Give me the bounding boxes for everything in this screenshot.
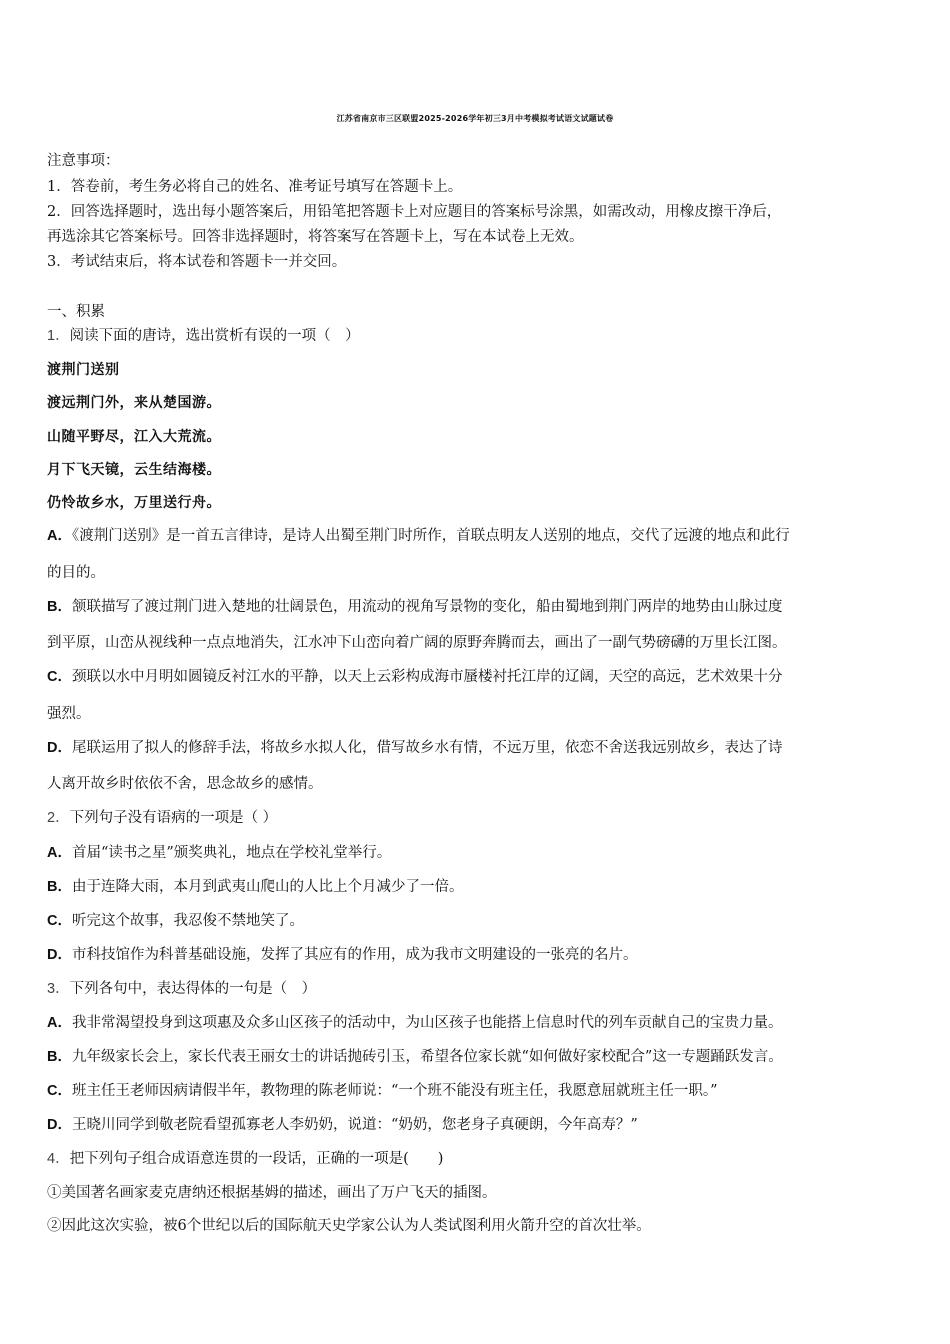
option-text: 听完这个故事，我忍俊不禁地笑了。 (71, 913, 304, 929)
option-letter: A． (47, 845, 72, 861)
option-text: 尾联运用了拟人的修辞手法，将故乡水拟人化，借写故乡水有情，不远万里，依恋不舍送我远别故乡，表达了诗 (71, 740, 783, 756)
page-title: 江苏省南京市三区联盟2025-2026学年初三3月中考模拟考试语文试题试卷 (336, 114, 614, 123)
sentence-item: ①美国著名画家麦克唐纳还根据基姆的描述，画出了万户飞天的插图。 (47, 1185, 497, 1201)
option-d-continued: 人离开故乡时依依不舍，思念故乡的感情。 (47, 776, 323, 792)
question-text: 下列各句中，表达得体的一句是（ ） (69, 981, 317, 997)
option-letter: A． (47, 528, 72, 544)
question-4-stem (47, 1149, 443, 1169)
poem-line: 渡远荆门外，来从楚国游。 (47, 395, 221, 411)
question-2-stem (47, 808, 277, 828)
option-letter: C． (47, 669, 72, 685)
notice-item: 3．考试结束后，将本试卷和答题卡一并交回。 (47, 254, 347, 270)
option-letter: C． (47, 913, 72, 929)
notice-heading: 注意事项： (47, 153, 120, 169)
section-heading: 一、积累 (47, 304, 105, 320)
question-1-stem (47, 326, 360, 346)
poem-line: 仍怜故乡水，万里送行舟。 (47, 495, 221, 511)
option-text: 《渡荆门送别》是一首五言律诗，是诗人出蜀至荆门时所作，首联点明友人送别的地点，交代了远渡的地点和此行 (71, 528, 790, 544)
option-a (47, 526, 790, 546)
option-text: 首届“读书之星”颁奖典礼，地点在学校礼堂举行。 (71, 845, 392, 861)
option-letter: A． (47, 1015, 72, 1031)
option-letter: C． (47, 1083, 72, 1099)
option-text: 九年级家长会上，家长代表王丽女士的讲话抛砖引玉，希望各位家长就“如何做好家校配合”这一专题踊跃发言。 (71, 1049, 783, 1065)
option-text: 颈联以水中月明如圆镜反衬江水的平静，以天上云彩构成海市蜃楼衬托江岸的辽阔，天空的高远，艺术效果十分 (71, 669, 783, 685)
option-b-continued: 到平原，山峦从视线种一点点地消失，江水冲下山峦向着广阔的原野奔腾而去，画出了一副气势磅礴的万里长江图。 (47, 635, 787, 651)
option-d (47, 738, 782, 758)
question-text: 阅读下面的唐诗，选出赏析有误的一项（ ） (69, 328, 360, 344)
question-text: 下列句子没有语病的一项是（ ） (69, 810, 278, 826)
option-a (47, 843, 391, 863)
option-d (47, 945, 637, 965)
option-text: 市科技馆作为科普基础设施，发挥了其应有的作用，成为我市文明建设的一张亮的名片。 (71, 947, 638, 963)
option-text: 班主任王老师因病请假半年，教物理的陈老师说：“一个班不能没有班主任，我愿意屈就班主任一职。” (71, 1083, 718, 1099)
option-letter: B． (47, 1049, 72, 1065)
option-d (47, 1115, 638, 1135)
option-text: 由于连降大雨，本月到武夷山爬山的人比上个月减少了一倍。 (71, 879, 464, 895)
option-letter: D． (47, 947, 72, 963)
option-letter: B． (47, 879, 72, 895)
option-b (47, 597, 782, 617)
option-c-continued: 强烈。 (47, 706, 91, 722)
question-number: 1． (47, 328, 70, 344)
option-c (47, 1081, 718, 1101)
question-3-stem (47, 979, 316, 999)
notice-item: 2．回答选择题时，选出每小题答案后，用铅笔把答题卡上对应题目的答案标号涂黑，如需改动，用橡皮擦干净后， (47, 204, 782, 220)
question-number: 4． (47, 1151, 70, 1167)
option-letter: B． (47, 599, 72, 615)
poem-line: 山随平野尽，江入大荒流。 (47, 429, 221, 445)
option-text: 王晓川同学到敬老院看望孤寡老人李奶奶，说道：“奶奶，您老身子真硬朗，今年高寿？” (71, 1117, 638, 1133)
option-letter: D． (47, 1117, 72, 1133)
option-c (47, 911, 304, 931)
option-text: 我非常渴望投身到这项惠及众多山区孩子的活动中，为山区孩子也能搭上信息时代的列车贡献自己的宝贵力量。 (71, 1015, 783, 1031)
poem-line: 月下飞天镜，云生结海楼。 (47, 462, 221, 478)
option-b (47, 1047, 783, 1067)
option-b (47, 877, 463, 897)
option-text: 颔联描写了渡过荆门进入楚地的壮阔景色，用流动的视角写景物的变化，船由蜀地到荆门两岸的地势由山脉过度 (71, 599, 783, 615)
option-a-continued: 的目的。 (47, 565, 105, 581)
question-text: 把下列句子组合成语意连贯的一段话，正确的一项是( ) (69, 1151, 444, 1167)
option-a (47, 1013, 782, 1033)
question-number: 2． (47, 810, 70, 826)
notice-item: 再选涂其它答案标号。回答非选择题时，将答案写在答题卡上，写在本试卷上无效。 (47, 229, 584, 245)
poem-title: 渡荆门送别 (47, 362, 120, 378)
option-c (47, 667, 782, 687)
question-number: 3． (47, 981, 70, 997)
sentence-item: ②因此这次实验，被6个世纪以后的国际航天史学家公认为人类试图利用火箭升空的首次壮举。 (47, 1218, 651, 1234)
option-letter: D． (47, 740, 72, 756)
notice-item: 1．答卷前，考生务必将自己的姓名、准考证号填写在答题卡上。 (47, 179, 463, 195)
